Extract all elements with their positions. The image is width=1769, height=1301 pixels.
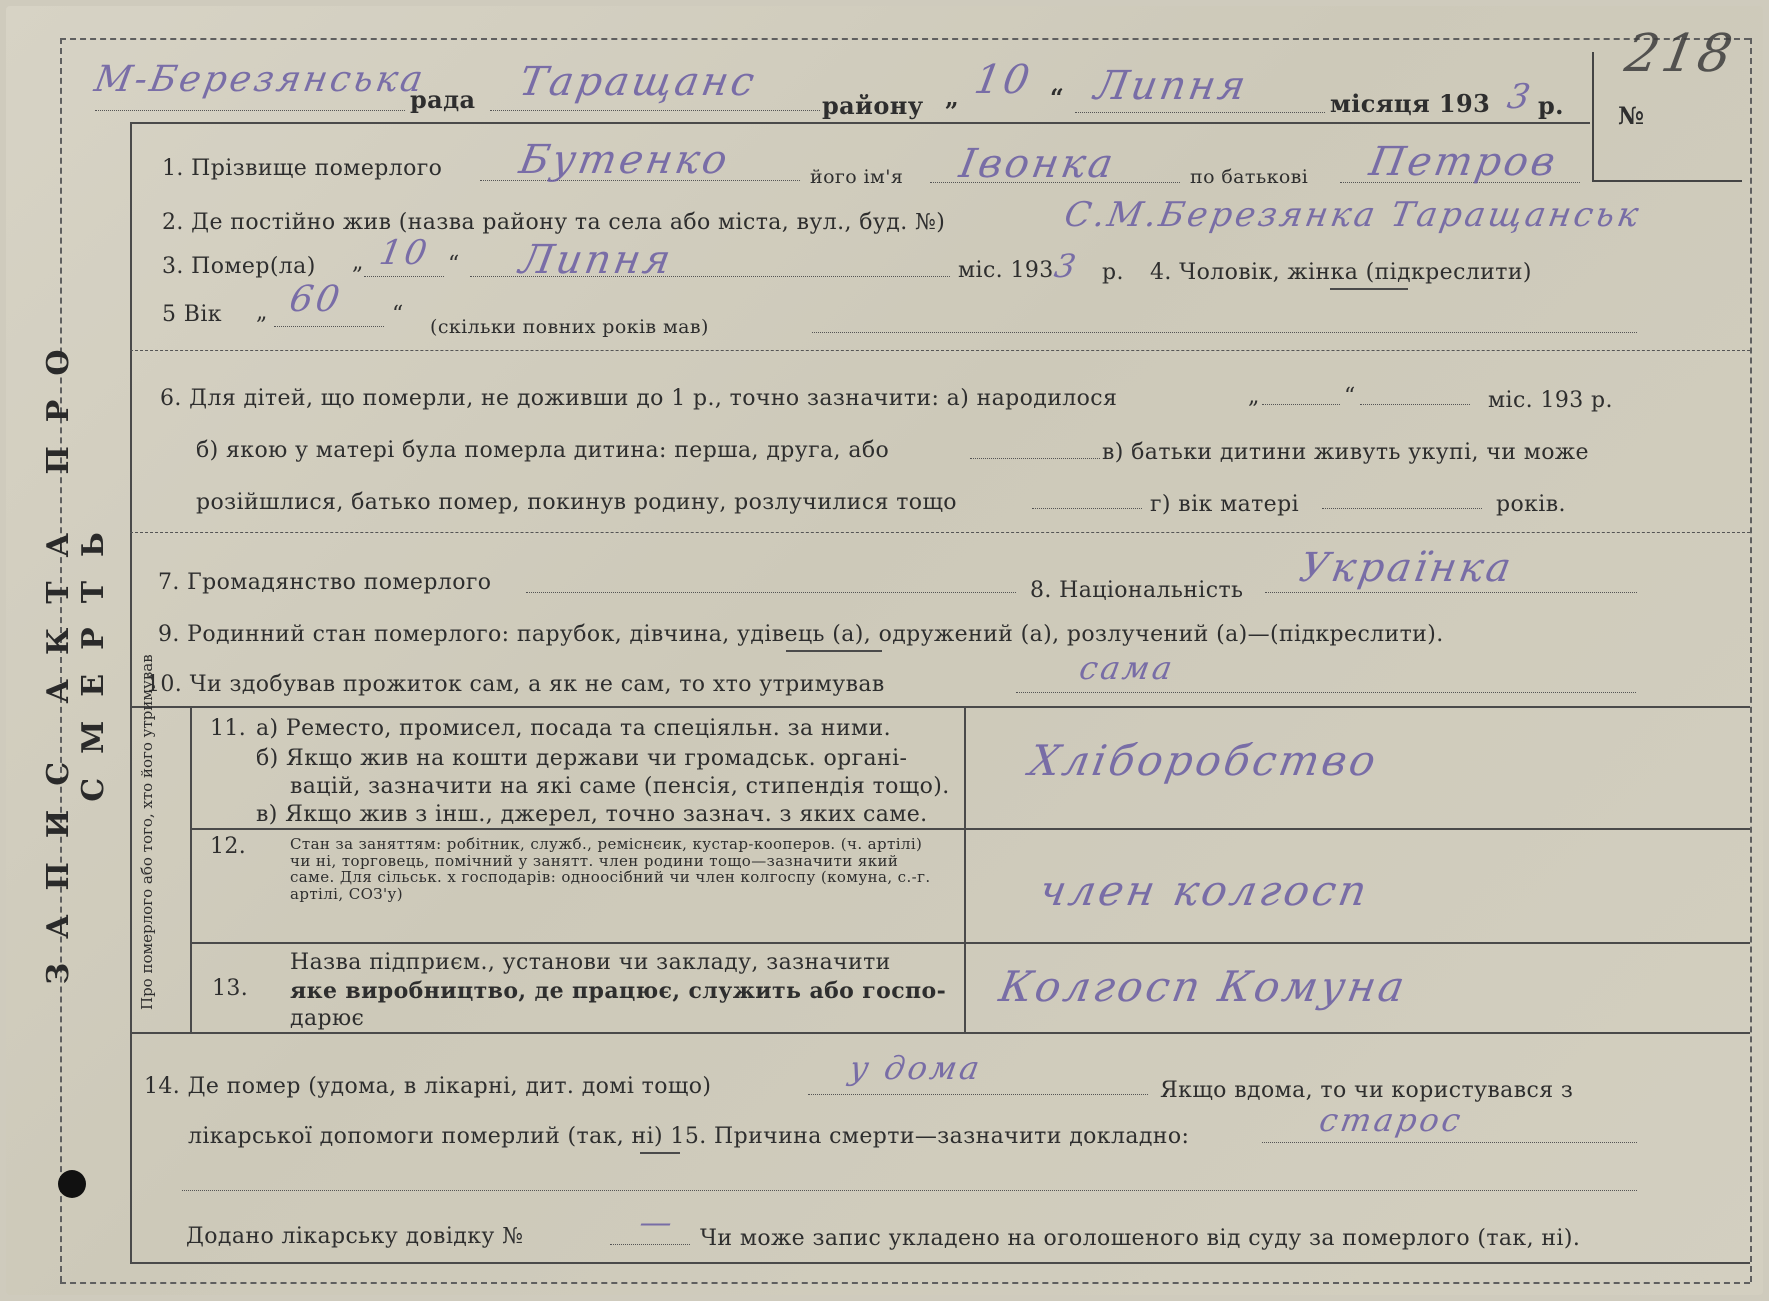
header-month-value: Липня: [1090, 63, 1252, 109]
field10-value: сама: [1076, 649, 1178, 687]
field7-label: 7. Громадянство померлого: [158, 570, 492, 595]
field13-value: Колгосп Комуна: [995, 962, 1412, 1011]
field3-month-value: Липня: [515, 237, 677, 283]
field6-line1: 6. Для дітей, що померли, не доживши до 1 р., точно зазначити: а) народилося: [160, 386, 1118, 411]
field1-name-label: його ім'я: [810, 166, 904, 188]
field14-label: 14. Де помер (удома, в лікарні, дит. домі тощо): [144, 1074, 712, 1099]
field5-hint: (скільки повних років мав): [430, 316, 709, 338]
field3-day-dots: [364, 276, 444, 277]
field9-underline-udivets: [786, 650, 882, 652]
field3-year-label: міс. 193: [958, 258, 1054, 283]
field3-label: 3. Помер(ла): [162, 254, 316, 279]
field2-label: 2. Де постійно жив (назва району та села або міста, вул., буд. №): [162, 210, 946, 235]
box-top: [130, 706, 1750, 708]
field10-dots: [1016, 692, 1636, 693]
field6-born-day-dots: [1262, 404, 1340, 405]
field6-line2-dots: [970, 458, 1100, 459]
field6-line2a: б) якою у матері була померла дитина: перша, друга, або: [196, 438, 890, 463]
field1-name-value: Івонка: [955, 141, 1120, 187]
field5-quote-close: “: [392, 302, 404, 327]
field6-line1-end: міс. 193 р.: [1488, 388, 1613, 413]
box-divider-mid: [964, 706, 966, 1032]
field13-number: 13.: [212, 976, 249, 1001]
inner-frame-bottom: [130, 1262, 1750, 1264]
rada-label: рада: [410, 85, 476, 114]
header-year-suffix: р.: [1538, 91, 1564, 120]
rayon-value: Таращанс: [515, 59, 761, 105]
field14-tail: Якщо вдома, то чи користувався з: [1160, 1078, 1574, 1103]
field6-line3a: розійшлися, батько помер, покинув родину, розлучилися тощо: [196, 490, 957, 515]
field3-quote-open: „: [352, 250, 364, 275]
form-border-top: [60, 38, 1750, 40]
field15-extra-line: [182, 1190, 1637, 1191]
field8-label: 8. Національність: [1030, 578, 1244, 603]
box-bottom: [130, 1032, 1750, 1034]
form-border-bottom: [60, 1282, 1750, 1284]
field11-b1: б) Якщо жив на кошти держави чи громадськ. органі-: [256, 746, 908, 771]
field5-age-value: 60: [286, 279, 346, 320]
field1-patronymic-label: по батькові: [1190, 166, 1309, 188]
field6-line1-quote-open: „: [1248, 384, 1260, 409]
field9-label: 9. Родинний стан померлого: парубок, дівчина, удівець (а), одружений (а), розлучений (а)—(підкреслити).: [158, 622, 1444, 647]
field14-dots: [808, 1094, 1148, 1095]
field3-day-value: 10: [376, 233, 433, 273]
field4-underline-zhinka: [1330, 288, 1408, 290]
field4-label: 4. Чоловік, жінка (підкреслити): [1150, 260, 1532, 285]
box-divider-left: [190, 706, 192, 1032]
field8-dots: [1265, 592, 1637, 593]
inner-frame-left: [130, 122, 132, 1262]
field5-label: 5 Вік: [162, 302, 222, 327]
field3-quote-close: “: [448, 252, 460, 277]
sidebar-title: [41, 200, 111, 1080]
field2-value: С.М.Березянка Таращанськ: [1061, 195, 1645, 235]
field15-value: старос: [1316, 1101, 1467, 1139]
field13-line2: яке виробництво, де працює, служить або госпо-: [290, 978, 947, 1004]
divider-after-field6: [130, 532, 1750, 533]
record-number-label: №: [1618, 101, 1645, 130]
field15-line: лікарської допомоги померлий (так, ні) 15. Причина смерти—зазначити докладно:: [188, 1124, 1190, 1149]
box-row-divider-2: [190, 942, 1750, 944]
header-month-label: місяця 193: [1330, 89, 1491, 118]
punch-hole: [58, 1170, 86, 1198]
field12-value: член колгосп: [1035, 866, 1374, 915]
field10-label: 10. Чи здобував прожиток сам, а як не сам, то хто утримував: [146, 672, 885, 697]
field6-born-month-dots: [1360, 404, 1470, 405]
field16-dots: [610, 1244, 690, 1245]
field14-value: у дома: [846, 1049, 986, 1087]
month-dots: [1075, 112, 1325, 113]
field11-a: а) Реместо, промисел, посада та спеціяльн. за ними.: [256, 716, 891, 741]
header-quote-close: “: [1050, 83, 1065, 112]
field11-b2: вацій, зазначити на які саме (пенсія, стипендія тощо).: [290, 774, 950, 799]
field3-year-suffix: р.: [1102, 260, 1124, 285]
field6-line3c: років.: [1496, 492, 1566, 517]
field1-label: 1. Прізвище померлого: [162, 156, 443, 181]
field11-c: в) Якщо жив з інш., джерел, точно зазнач. з яких саме.: [256, 802, 928, 827]
field15-dots: [1262, 1142, 1637, 1143]
rayon-label: району: [822, 91, 924, 120]
field6-line1-quote-close: “: [1344, 384, 1356, 409]
field13-line1: Назва підприєм., установи чи закладу, зазначити: [290, 950, 891, 975]
field6-mother-age-dots: [1322, 508, 1482, 509]
field16-value: —: [636, 1203, 679, 1241]
rada-value: М-Березянська: [91, 59, 429, 100]
field13-line3: дарює: [290, 1006, 365, 1031]
sidebar-title-text: ЗАПИС АКТА ПРО СМЕРТЬ: [41, 325, 111, 985]
field3-year-value: 3: [1051, 247, 1082, 285]
field5-quote-open: „: [256, 300, 268, 325]
header-quote-open: „: [945, 83, 960, 112]
field5-hint-dots: [812, 332, 1637, 333]
field11-value: Хліборобство: [1025, 736, 1383, 785]
box-row-divider-1: [190, 828, 1750, 830]
header-day-value: 10: [970, 57, 1036, 103]
field5-age-dots: [274, 326, 384, 327]
side-box-label: Про померлого або того, хто його утримував: [138, 654, 156, 1010]
field1-patronymic-value: Петров: [1365, 139, 1562, 185]
field6-line2b: в) батьки дитини живуть укупі, чи може: [1102, 440, 1589, 465]
divider-after-field5: [130, 350, 1750, 351]
header-year-value: 3: [1504, 77, 1537, 117]
field16-tail: Чи може запис укладено на оголошеного від суду за померлого (так, ні).: [700, 1226, 1581, 1251]
field6-line3-dots1: [1032, 508, 1142, 509]
inner-frame-top: [130, 122, 1590, 124]
field6-line3b: г) вік матері: [1150, 492, 1300, 517]
field16-label: Додано лікарську довідку №: [186, 1224, 524, 1249]
field11-number: 11.: [210, 716, 247, 741]
form-border-right: [1750, 38, 1752, 1282]
field7-dots: [526, 592, 1016, 593]
rada-dots: [95, 110, 405, 111]
rayon-dots: [490, 110, 820, 111]
field12-number: 12.: [210, 834, 247, 859]
field8-value: Українка: [1295, 545, 1518, 591]
record-number-value: 218: [1620, 24, 1740, 84]
field1-surname-value: Бутенко: [515, 137, 734, 183]
field15-underline-ni: [640, 1152, 680, 1154]
field12-text: Стан за заняттям: робітник, служб., реміснєик, кустар-кооперов. (ч. артілі) чи ні, торговець, помічний у занятт. член родини тощо—зазначити який саме. Для сільськ. х господарів: одноосібний чи член колгоспу (комуна, с.-г. артілі, СОЗ'у): [290, 835, 931, 903]
